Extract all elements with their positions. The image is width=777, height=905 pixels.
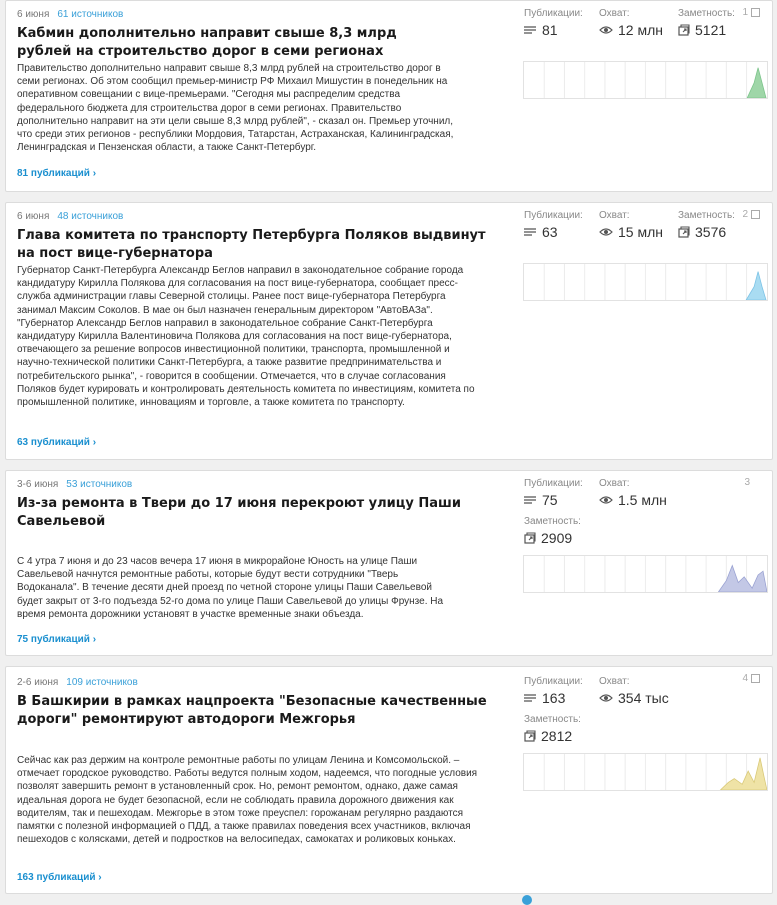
sparkline-chart [523, 555, 768, 593]
visibility-icon [524, 730, 536, 742]
publications-stat [524, 478, 583, 508]
publications-stat [524, 676, 583, 706]
publications-link[interactable]: 63 публикаций › [17, 437, 97, 448]
news-card [5, 470, 773, 656]
visibility-icon [678, 24, 690, 36]
card-text: Сейчас как раз держим на контроле ремонтные работы по улицам Ленина и Комсомольской. – отмечает городское руководство. Работы ведутся полным ходом, надеемся, что погодные условия позволят завершить ремонт в установленный срок. Но, ремонт ремонтом, однако, даже самая идеальная дорога не будет безопасной, если не соблюдать правила дорожного движения как водителям, так и пешеходам. Межгорье в этом тоже преуспел: горожанам регулярно раздаются памятки с полезной информацией о ПДД, а также правилах поведения всех участников, включая пешеходов с колясками, детей и подростков на велосипедах, самокатах и роликовых коньках. [17, 755, 478, 846]
card-meta [17, 478, 487, 491]
card-title[interactable]: Из-за ремонта в Твери до 17 июня перекроют улицу Паши Савельевой [17, 496, 461, 529]
sources-link[interactable]: 61 источников [57, 9, 124, 20]
reach-label: Охват: [599, 8, 630, 19]
sparkline-chart [523, 61, 768, 99]
sparkline-chart [523, 263, 768, 301]
eye-icon [599, 692, 613, 704]
card-title[interactable]: Глава комитета по транспорту Петербурга Поляков выдвинут на пост вице-губернатора [17, 228, 486, 261]
list-icon [524, 494, 537, 506]
publications-link[interactable]: 163 публикаций › [17, 872, 102, 883]
publications-label: Публикации: [524, 676, 583, 687]
reach-value: 12 млн [618, 22, 663, 38]
list-icon [524, 226, 537, 238]
publications-stat [524, 8, 583, 38]
sources-link[interactable]: 53 источников [66, 479, 133, 490]
sparkline-area [720, 758, 767, 790]
visibility-stat [678, 210, 735, 240]
sparkline-area [746, 272, 766, 300]
publications-label: Публикации: [524, 8, 583, 19]
sparkline-area [718, 565, 767, 592]
card-text: Правительство дополнительно направит свыше 8,3 млрд рублей на строительство дорог в семи регионах. Об этом сообщил премьер-министр РФ Михаил Мишустин в понедельник на оперативном совещании с вице-премьерами. "Сегодня мы распределим средства федерального бюджета для строительства дорог в семи регионах. Правительство дополнительно направит на эти цели свыше 8,3 млрд рублей", - сказал он. Премьер уточнил, что среди этих регионов - республики Мордовия, Татарстан, Астраханская, Калининградская, Ленинградская и Пензенская области, а также Санкт-Петербург. [17, 63, 454, 154]
visibility-icon [678, 226, 690, 238]
visibility-label: Заметность: [678, 210, 735, 221]
card-date: 6 июня [17, 9, 50, 20]
sparkline-area [747, 68, 766, 98]
publications-stat [524, 210, 583, 240]
card-number [742, 673, 760, 684]
news-card [5, 202, 773, 460]
news-card [5, 666, 773, 894]
publications-value: 81 [542, 22, 558, 38]
visibility-label: Заметность: [678, 8, 735, 19]
sources-link[interactable]: 109 источников [66, 677, 138, 688]
card-number [744, 477, 760, 488]
visibility-value: 2812 [541, 728, 573, 744]
reach-value: 15 млн [618, 224, 663, 240]
scroll-indicator[interactable] [522, 895, 532, 905]
eye-icon [599, 24, 613, 36]
reach-label: Охват: [599, 478, 630, 489]
reach-stat [599, 210, 663, 240]
reach-stat [599, 478, 667, 508]
visibility-label: Заметность: [524, 516, 581, 527]
visibility-label: Заметность: [524, 714, 581, 725]
card-number [742, 209, 760, 220]
visibility-stat [524, 516, 581, 546]
reach-stat [599, 676, 669, 706]
reach-stat [599, 8, 663, 38]
visibility-stat [678, 8, 735, 38]
card-date: 6 июня [17, 211, 50, 222]
card-date: 2-6 июня [17, 677, 59, 688]
reach-value: 1.5 млн [618, 492, 667, 508]
select-checkbox[interactable] [753, 479, 760, 486]
card-text: Губернатор Санкт-Петербурга Александр Беглов направил в законодательное собрание города кандидатуру Кирилла Полякова для согласования на пост вице-губернатора, сообщает пресс-служба администрации главы Северной столицы. Ранее пост вице-губернатора Петербурга занимал Максим Соколов. В мае он был назначен генеральным директором "АвтоВАЗа". "Губернатор Александр Беглов направил в законодательное собрание Санкт-Петербурга кандидатуру Кирилла Валентиновича Полякова для согласования на пост вице-губернатора, отвечающего за решение вопросов инвестиционной политики, транспорта, промышленной и научно-технической политики Санкт-Петербурга, а также развитие предпринимательства и потребительского рынка", - говорится в сообщении. Отмечается, что в случае согласования Поляков будет курировать и контролировать деятельность комитета по инвестициям, комитета по промышленной политике, инновациям и торговле, а также комитета по транспорту. [17, 265, 475, 409]
publications-link[interactable]: 75 публикаций › [17, 634, 97, 645]
card-title[interactable]: В Башкирии в рамках нацпроекта "Безопасные качественные дороги" ремонтируют автодороги Межгорья [17, 694, 487, 727]
visibility-stat [524, 714, 581, 744]
eye-icon [599, 494, 613, 506]
publications-label: Публикации: [524, 478, 583, 489]
card-text: С 4 утра 7 июня и до 23 часов вечера 17 июня в микрорайоне Юность на улице Паши Савельевой начнутся ремонтные работы, которые будут вести сотрудники "Тверь Водоканала". В течение десяти дней проезд по четной стороне улицы Паши Савельевой будет закрыт от 3-го подъезда 52-го дома по улице Паши Савельевой до улицы Фрунзе. На время ремонта дорожники установят в участке временные знаки объезда. [17, 556, 444, 620]
card-meta [17, 676, 487, 689]
publications-label: Публикации: [524, 210, 583, 221]
publications-value: 63 [542, 224, 558, 240]
list-icon [524, 24, 537, 36]
reach-value: 354 тыс [618, 690, 669, 706]
list-icon [524, 692, 537, 704]
card-number-value: 2 [742, 209, 748, 220]
news-card [5, 0, 773, 192]
card-date: 3-6 июня [17, 479, 59, 490]
reach-label: Охват: [599, 210, 630, 221]
publications-value: 75 [542, 492, 558, 508]
card-meta [17, 210, 487, 223]
select-checkbox[interactable] [751, 210, 760, 219]
visibility-icon [524, 532, 536, 544]
card-title[interactable]: Кабмин дополнительно направит свыше 8,3 млрд рублей на строительство дорог в семи регионах [17, 26, 397, 59]
visibility-value: 5121 [695, 22, 727, 38]
card-number-value: 1 [742, 7, 748, 18]
eye-icon [599, 226, 613, 238]
visibility-value: 3576 [695, 224, 727, 240]
card-number-value: 4 [742, 673, 748, 684]
sparkline-chart [523, 753, 768, 791]
sources-link[interactable]: 48 источников [57, 211, 124, 222]
card-meta [17, 8, 487, 21]
publications-link[interactable]: 81 публикаций › [17, 168, 97, 179]
select-checkbox[interactable] [751, 8, 760, 17]
select-checkbox[interactable] [751, 674, 760, 683]
publications-value: 163 [542, 690, 566, 706]
visibility-value: 2909 [541, 530, 573, 546]
card-number-value: 3 [744, 477, 750, 488]
card-number [742, 7, 760, 18]
reach-label: Охват: [599, 676, 630, 687]
